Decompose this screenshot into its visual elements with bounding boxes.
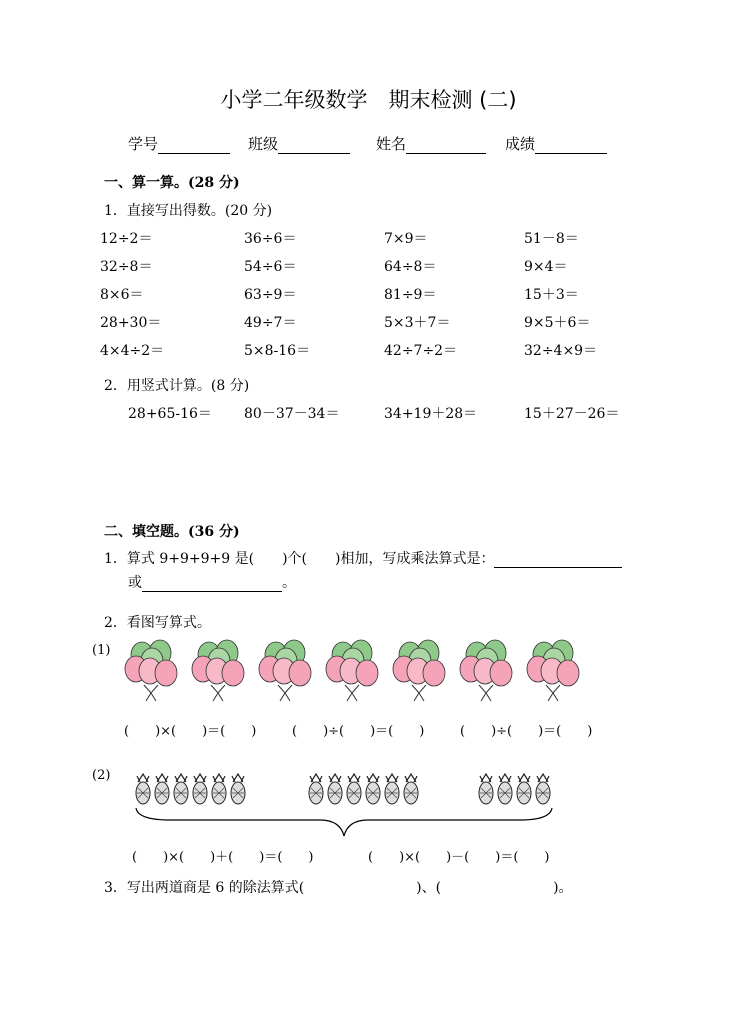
calc-item: 49÷7＝ [244,315,297,331]
section2-heading: 二、填空题。(36 分) [104,524,240,540]
student-id-field[interactable] [128,133,230,154]
balloon-bunch [460,640,512,701]
calc-item: 64÷8＝ [384,259,437,275]
brace [136,808,552,836]
pineapple-illustration [0,770,737,840]
fill-q1-blank2[interactable] [142,577,282,592]
fill-q2-label: 2．看图写算式。 [104,615,211,631]
calc-item: 4×4÷2＝ [100,343,165,359]
section1-heading: 一、算一算。(28 分) [104,175,240,191]
pineapple-icon [212,774,226,804]
pineapple-icon [136,774,150,804]
class-field[interactable] [248,133,350,154]
fill-q1-line2 [128,572,296,592]
balloon-bunches-illustration [0,635,737,715]
pineapple-icon [328,774,342,804]
name-blank[interactable] [406,139,486,154]
calc-item: 7×9＝ [384,231,428,247]
student-id-label: 学号 [128,135,159,153]
pineapple-icon [155,774,169,804]
calc-item: 42÷7÷2＝ [384,343,458,359]
calc-item: 32÷8＝ [100,259,153,275]
calc-item: 28+30＝ [100,315,162,331]
pineapple-icon [385,774,399,804]
fill-q3-text: 3．写出两道商是 6 的除法算式( )、( )。 [104,880,573,896]
calc-item: 9×4＝ [524,259,568,275]
vertical-calc-item: 34+19＋28＝ [384,406,478,422]
part1-blank-eq[interactable]: ( )÷( )＝( ) [460,724,593,739]
q1-label: 1．直接写出得数。(20 分) [104,203,273,219]
pineapple-icon [174,774,188,804]
balloon-bunch [393,640,445,701]
score-blank[interactable] [535,139,607,154]
balloon-bunch [259,640,311,701]
pineapple-icon [366,774,380,804]
student-id-blank[interactable] [158,139,230,154]
calc-item: 5×8-16＝ [244,343,311,359]
pineapple-icon [404,774,418,804]
pineapple-icon [517,774,531,804]
fill-q1-blank1[interactable] [494,553,622,568]
part1-blank-eq[interactable]: ( )×( )＝( ) [124,724,257,739]
calc-item: 9×5＋6＝ [524,315,591,331]
balloon-bunch [527,640,579,701]
calc-item: 8×6＝ [100,287,144,303]
pineapple-icon [536,774,550,804]
part2-blank-eq[interactable]: ( )×( )－( )＝( ) [368,850,550,865]
fill-q1-period: 。 [282,575,296,591]
part2-blank-eq[interactable]: ( )×( )＋( )＝( ) [132,850,314,865]
balloon-bunch [326,640,378,701]
q2-label: 2．用竖式计算。(8 分) [104,378,250,394]
name-field[interactable] [376,133,486,154]
vertical-calc-item: 28+65-16＝ [128,406,212,422]
fill-q1-line1 [104,548,622,568]
fill-q1-or: 或 [128,575,142,591]
fill-q1-text: 1．算式 9+9+9+9 是( )个( )相加，写成乘法算式是： [104,551,495,567]
class-blank[interactable] [278,139,350,154]
calc-item: 32÷4×9＝ [524,343,598,359]
page-title: 小学二年级数学 期末检测 (二) [220,88,517,112]
pineapple-icon [347,774,361,804]
calc-item: 15＋3＝ [524,287,579,303]
part1-blank-eq[interactable]: ( )÷( )＝( ) [292,724,425,739]
pineapple-icon [479,774,493,804]
calc-item: 36÷6＝ [244,231,297,247]
part2-label: (2) [92,768,111,783]
calc-item: 5×3＋7＝ [384,315,451,331]
score-label: 成绩 [505,135,536,153]
calc-item: 12÷2＝ [100,231,153,247]
vertical-calc-item: 15＋27－26＝ [524,406,620,422]
pineapple-icon [231,774,245,804]
name-label: 姓名 [376,135,407,153]
pineapple-icon [193,774,207,804]
pineapple-icon [498,774,512,804]
calc-item: 54÷6＝ [244,259,297,275]
balloon-bunch [192,640,244,701]
balloon-bunch [125,640,177,701]
vertical-calc-item: 80－37－34＝ [244,406,340,422]
part1-label: (1) [92,643,111,658]
calc-item: 81÷9＝ [384,287,437,303]
pineapple-icon [309,774,323,804]
calc-item: 63÷9＝ [244,287,297,303]
calc-item: 51－8＝ [524,231,579,247]
score-field[interactable] [505,133,607,154]
class-label: 班级 [248,135,279,153]
